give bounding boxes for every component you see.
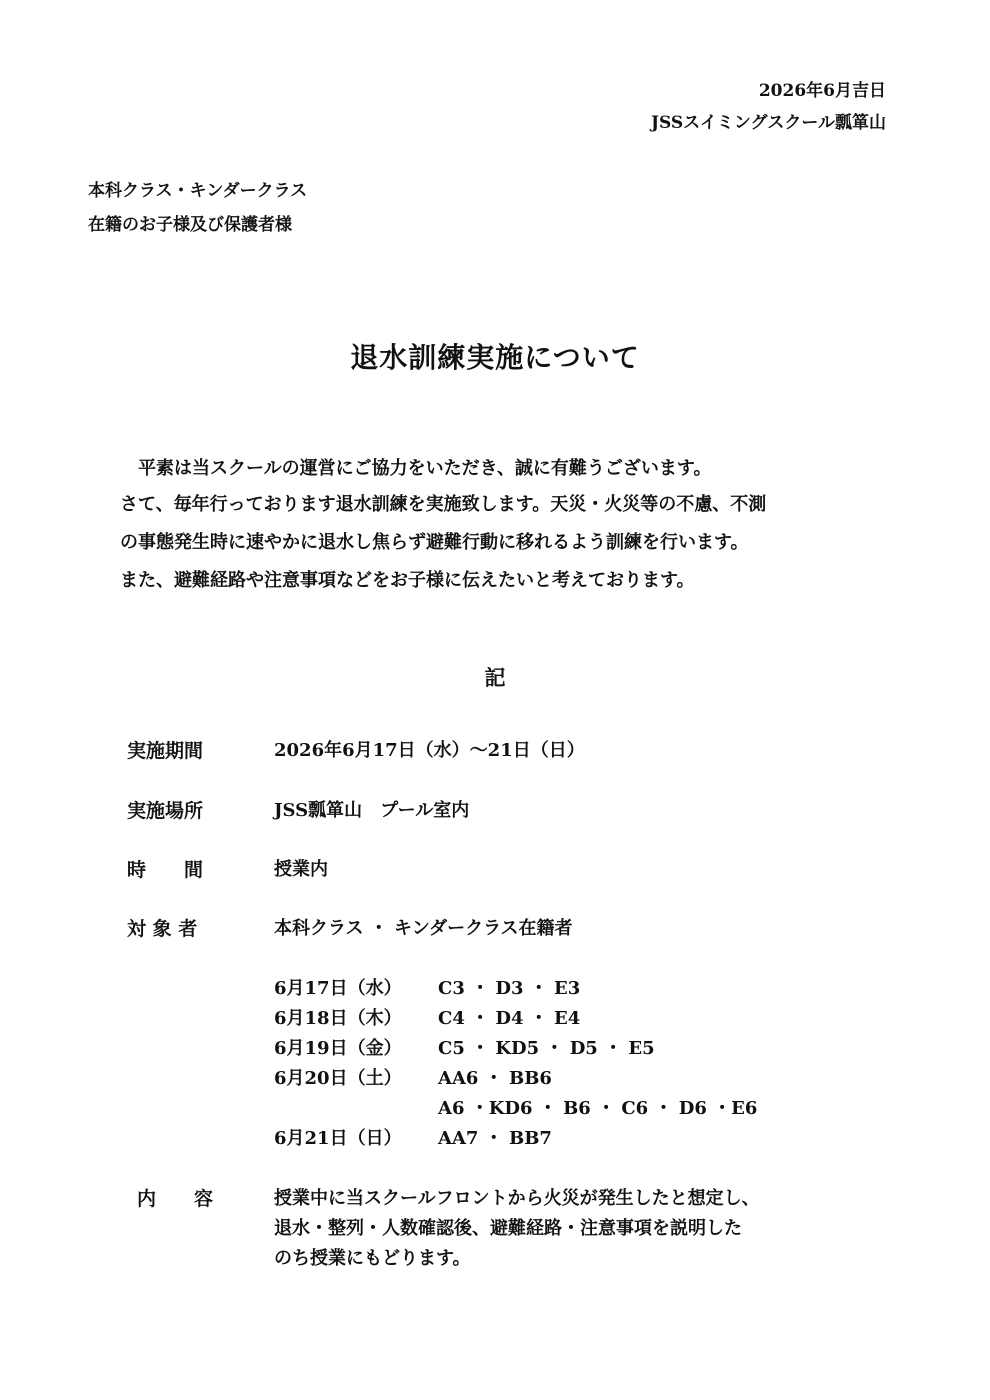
- schedule-classes: C5 ・ KD5 ・ D5 ・ E5: [438, 1038, 655, 1059]
- addressee-line-2: 在籍のお子様及び保護者様: [88, 215, 292, 235]
- schedule-classes: C4 ・ D4 ・ E4: [438, 1008, 581, 1029]
- schedule-classes: AA7 ・ BB7: [438, 1128, 552, 1149]
- period-value: 2026年6月17日（水）～21日（日）: [274, 740, 585, 761]
- addressee-line-1: 本科クラス・キンダークラス: [88, 181, 308, 201]
- schedule-date: 6月19日（金）: [274, 1038, 402, 1059]
- period-label: 実施期間: [127, 740, 204, 762]
- time-value: 授業内: [274, 859, 328, 880]
- schedule-date: 6月20日（土）: [274, 1068, 402, 1089]
- schedule-date: 6月17日（水）: [274, 978, 402, 999]
- target-label: 対 象 者: [127, 918, 198, 940]
- body-line: また、避難経路や注意事項などをお子様に伝えたいと考えております。: [120, 570, 695, 591]
- body-line: さて、毎年行っております退水訓練を実施致します。天災・火災等の不慮、不測: [120, 494, 767, 515]
- time-label: 時 間: [127, 859, 204, 881]
- content-line: 退水・整列・人数確認後、避難経路・注意事項を説明した: [274, 1218, 742, 1239]
- document-title: 退水訓練実施について: [350, 341, 640, 374]
- content-line: 授業中に当スクールフロントから火災が発生したと想定し、: [274, 1188, 760, 1209]
- schedule-classes: C3 ・ D3 ・ E3: [438, 978, 581, 999]
- schedule-classes: A6 ・KD6 ・ B6 ・ C6 ・ D6 ・E6: [438, 1098, 758, 1119]
- schedule-classes: AA6 ・ BB6: [438, 1068, 552, 1089]
- content-label: 内 容: [137, 1188, 214, 1210]
- schedule-date: 6月18日（木）: [274, 1008, 402, 1029]
- issuer-name: JSSスイミングスクール瓢箪山: [650, 113, 886, 133]
- ki-heading: 記: [484, 665, 506, 690]
- body-line: の事態発生時に速やかに退水し焦らず避難行動に移れるよう訓練を行います。: [120, 532, 749, 553]
- content-line: のち授業にもどります。: [274, 1248, 471, 1269]
- place-label: 実施場所: [127, 800, 204, 822]
- place-value: JSS瓢箪山 プール室内: [274, 800, 470, 821]
- schedule-date: 6月21日（日）: [274, 1128, 402, 1149]
- target-value: 本科クラス ・ キンダークラス在籍者: [274, 918, 573, 939]
- issue-date: 2026年6月吉日: [758, 81, 886, 101]
- body-line: 平素は当スクールの運営にご協力をいただき、誠に有難うございます。: [138, 458, 712, 479]
